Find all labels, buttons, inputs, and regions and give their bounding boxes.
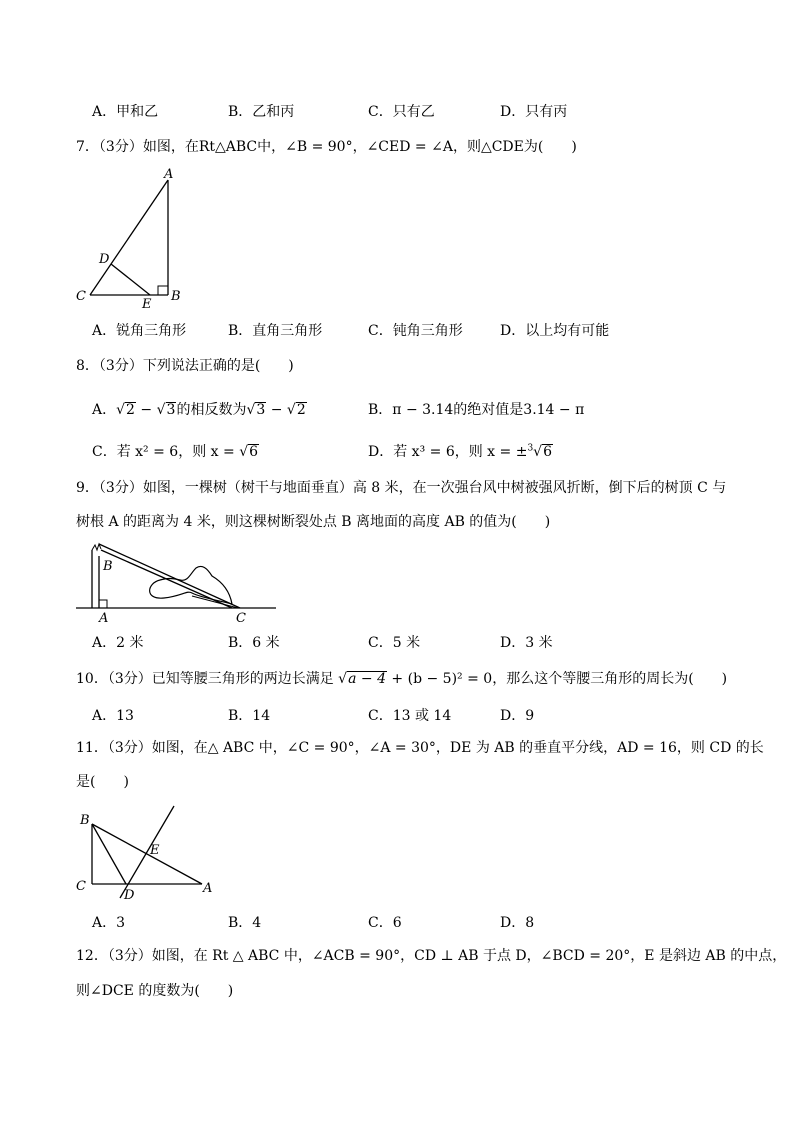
q8-option-b: B．π − 3.14的绝对值是3.14 − π bbox=[368, 402, 585, 418]
q11-label-c: C bbox=[76, 879, 86, 894]
q9-stem-line2: 树根 A 的距离为 4 米，则这棵树断裂处点 B 离地面的高度 AB 的值为( ) bbox=[76, 514, 551, 530]
q7-label-b: B bbox=[171, 289, 181, 304]
q9-tree-figure bbox=[72, 538, 282, 628]
q11-option-c: C．6 bbox=[368, 915, 402, 931]
q7-option-a: A．锐角三角形 bbox=[92, 323, 187, 339]
q7-option-b: B．直角三角形 bbox=[228, 323, 323, 339]
q11-stem-line2: 是( ) bbox=[76, 774, 129, 790]
q11-option-b: B．4 bbox=[228, 915, 262, 931]
q11-option-a: A．3 bbox=[92, 915, 126, 931]
q10-stem: 10．（3分）已知等腰三角形的两边长满足 √a − 4 + (b − 5)² = 0，那么这个等腰三角形的周长为( ) bbox=[76, 671, 728, 687]
q7-stem: 7．（3分）如图，在Rt△ABC中，∠B = 90°，∠CED = ∠A，则△CDE为( ) bbox=[76, 139, 577, 155]
q7-triangle-figure bbox=[70, 162, 200, 312]
q11-label-e: E bbox=[150, 843, 160, 858]
q8-option-c: C．若 x² = 6，则 x = √6 bbox=[92, 444, 259, 460]
q7-label-e: E bbox=[142, 297, 152, 312]
q11-option-d: D．8 bbox=[500, 915, 535, 931]
q11-label-b: B bbox=[80, 813, 90, 828]
q9-label-b: B bbox=[103, 559, 113, 574]
q12-stem-line2: 则∠DCE 的度数为( ) bbox=[76, 983, 234, 999]
q6-option-a: A．甲和乙 bbox=[92, 104, 159, 120]
q9-option-a: A．2 米 bbox=[92, 635, 144, 651]
q7-label-a: A bbox=[164, 167, 174, 182]
q7-option-d: D．以上均有可能 bbox=[500, 323, 610, 339]
q7-label-c: C bbox=[76, 289, 86, 304]
q10-option-b: B．14 bbox=[228, 708, 271, 724]
q11-stem-line1: 11．（3分）如图，在△ ABC 中，∠C = 90°，∠A = 30°，DE 为 AB 的垂直平分线，AD = 16，则 CD 的长 bbox=[76, 740, 764, 756]
q10-option-a: A．13 bbox=[92, 708, 134, 724]
q11-triangle-figure bbox=[70, 802, 220, 902]
q9-option-d: D．3 米 bbox=[500, 635, 553, 651]
q8-stem: 8．（3分）下列说法正确的是( ) bbox=[76, 358, 294, 374]
q7-label-d: D bbox=[99, 252, 110, 267]
q9-label-c: C bbox=[236, 611, 246, 626]
q9-option-b: B．6 米 bbox=[228, 635, 280, 651]
q8-option-a: A．√2 − √3的相反数为√3 − √2 bbox=[92, 402, 306, 418]
q9-stem-line1: 9．（3分）如图，一棵树（树干与地面垂直）高 8 米，在一次强台风中树被强风折断，倒下后的树顶 C 与 bbox=[76, 480, 727, 496]
q11-label-d: D bbox=[124, 888, 135, 902]
q9-label-a: A bbox=[99, 611, 109, 626]
q12-stem-line1: 12．（3分）如图，在 Rt △ ABC 中，∠ACB = 90°，CD ⊥ AB 于点 D，∠BCD = 20°，E 是斜边 AB 的中点， bbox=[76, 948, 787, 964]
q7-option-c: C．钝角三角形 bbox=[368, 323, 463, 339]
q6-option-d: D．只有丙 bbox=[500, 104, 568, 120]
q10-option-d: D．9 bbox=[500, 708, 535, 724]
q10-option-c: C．13 或 14 bbox=[368, 708, 452, 724]
q6-option-c: C．只有乙 bbox=[368, 104, 435, 120]
q6-option-b: B．乙和丙 bbox=[228, 104, 295, 120]
q9-option-c: C．5 米 bbox=[368, 635, 421, 651]
q8-option-d: D．若 x³ = 6，则 x = ±$^3$√6 bbox=[368, 443, 553, 460]
q11-label-a: A bbox=[203, 881, 213, 896]
